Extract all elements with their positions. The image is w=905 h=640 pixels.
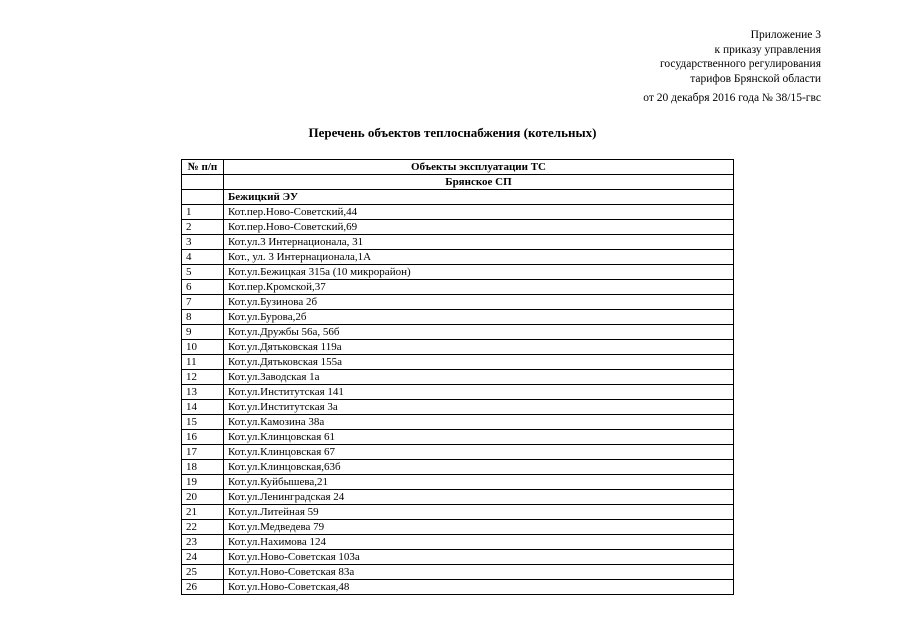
row-number: 20 bbox=[182, 490, 224, 505]
table-row bbox=[182, 475, 734, 490]
row-object-name: Кот., ул. 3 Интернационала,1А bbox=[224, 250, 734, 265]
section-row bbox=[182, 175, 734, 190]
row-object-name: Кот.ул.3 Интернационала, 31 bbox=[224, 235, 734, 250]
table-row bbox=[182, 535, 734, 550]
row-number: 11 bbox=[182, 355, 224, 370]
row-number: 21 bbox=[182, 505, 224, 520]
row-number: 4 bbox=[182, 250, 224, 265]
row-object-name: Кот.ул.Бузинова 2б bbox=[224, 295, 734, 310]
section-label: Брянское СП bbox=[224, 175, 734, 190]
table-row bbox=[182, 415, 734, 430]
row-object-name: Кот.ул.Медведева 79 bbox=[224, 520, 734, 535]
row-number: 7 bbox=[182, 295, 224, 310]
row-number: 19 bbox=[182, 475, 224, 490]
row-object-name: Кот.ул.Бежицкая 315а (10 микрорайон) bbox=[224, 265, 734, 280]
row-object-name: Кот.пер.Ново-Советский,69 bbox=[224, 220, 734, 235]
row-number: 8 bbox=[182, 310, 224, 325]
table-row bbox=[182, 445, 734, 460]
row-number: 26 bbox=[182, 580, 224, 595]
row-object-name: Кот.ул.Клинцовская,63б bbox=[224, 460, 734, 475]
row-number: 24 bbox=[182, 550, 224, 565]
table-row bbox=[182, 430, 734, 445]
row-number: 10 bbox=[182, 340, 224, 355]
row-number: 17 bbox=[182, 445, 224, 460]
appendix-authority: государственного регулирования bbox=[659, 58, 821, 71]
row-number: 16 bbox=[182, 430, 224, 445]
table-row bbox=[182, 250, 734, 265]
row-object-name: Кот.ул.Камозина 38а bbox=[224, 415, 734, 430]
row-number: 6 bbox=[182, 280, 224, 295]
table-row bbox=[182, 385, 734, 400]
appendix-order-ref: к приказу управления bbox=[714, 43, 821, 56]
appendix-number: Приложение 3 bbox=[750, 29, 821, 41]
row-number: 1 bbox=[182, 205, 224, 220]
row-object-name: Кот.ул.Ново-Советская 103а bbox=[224, 550, 734, 565]
table-row bbox=[182, 310, 734, 325]
header-objects: Объекты эксплуатации ТС bbox=[224, 160, 734, 175]
appendix-region: тарифов Брянской области bbox=[690, 72, 821, 85]
row-number: 2 bbox=[182, 220, 224, 235]
table-row bbox=[182, 295, 734, 310]
row-object-name: Кот.ул.Ново-Советская 83а bbox=[224, 565, 734, 580]
table-row bbox=[182, 355, 734, 370]
appendix-header bbox=[643, 28, 821, 106]
table-header-row bbox=[182, 160, 734, 175]
row-object-name: Кот.ул.Куйбышева,21 bbox=[224, 475, 734, 490]
row-number: 22 bbox=[182, 520, 224, 535]
table-row bbox=[182, 565, 734, 580]
row-number: 15 bbox=[182, 415, 224, 430]
row-object-name: Кот.ул.Дружбы 56а, 56б bbox=[224, 325, 734, 340]
row-object-name: Кот.ул.Ново-Советская,48 bbox=[224, 580, 734, 595]
table-row bbox=[182, 340, 734, 355]
row-object-name: Кот.ул.Литейная 59 bbox=[224, 505, 734, 520]
table-row bbox=[182, 580, 734, 595]
table-row bbox=[182, 370, 734, 385]
row-number: 14 bbox=[182, 400, 224, 415]
row-number: 25 bbox=[182, 565, 224, 580]
row-object-name: Кот.ул.Ленинградская 24 bbox=[224, 490, 734, 505]
row-number: 9 bbox=[182, 325, 224, 340]
subsection-label: Бежицкий ЭУ bbox=[224, 190, 734, 205]
table-row bbox=[182, 490, 734, 505]
table-row bbox=[182, 550, 734, 565]
table-row bbox=[182, 280, 734, 295]
row-object-name: Кот.ул.Клинцовская 67 bbox=[224, 445, 734, 460]
table-row bbox=[182, 505, 734, 520]
table-row bbox=[182, 325, 734, 340]
row-object-name: Кот.ул.Дятьковская 119а bbox=[224, 340, 734, 355]
row-object-name: Кот.пер.Кромской,37 bbox=[224, 280, 734, 295]
row-number: 5 bbox=[182, 265, 224, 280]
row-number: 3 bbox=[182, 235, 224, 250]
subsection-num-cell bbox=[182, 190, 224, 205]
row-number: 18 bbox=[182, 460, 224, 475]
table-row bbox=[182, 400, 734, 415]
document-title: Перечень объектов теплоснабжения (котельных) bbox=[308, 125, 597, 140]
row-object-name: Кот.ул.Нахимова 124 bbox=[224, 535, 734, 550]
table-row bbox=[182, 265, 734, 280]
row-object-name: Кот.ул.Дятьковская 155а bbox=[224, 355, 734, 370]
table-row bbox=[182, 220, 734, 235]
row-number: 23 bbox=[182, 535, 224, 550]
row-object-name: Кот.ул.Заводская 1а bbox=[224, 370, 734, 385]
objects-table bbox=[181, 159, 734, 595]
table-row bbox=[182, 520, 734, 535]
table-row bbox=[182, 235, 734, 250]
table-row bbox=[182, 205, 734, 220]
header-number: № п/п bbox=[182, 160, 224, 175]
row-number: 12 bbox=[182, 370, 224, 385]
row-object-name: Кот.ул.Институтская 141 bbox=[224, 385, 734, 400]
appendix-date: от 20 декабря 2016 года № 38/15-гвс bbox=[643, 92, 821, 105]
row-object-name: Кот.ул.Клинцовская 61 bbox=[224, 430, 734, 445]
row-number: 13 bbox=[182, 385, 224, 400]
row-object-name: Кот.ул.Институтская 3а bbox=[224, 400, 734, 415]
row-object-name: Кот.ул.Бурова,2б bbox=[224, 310, 734, 325]
table-row bbox=[182, 460, 734, 475]
row-object-name: Кот.пер.Ново-Советский,44 bbox=[224, 205, 734, 220]
subsection-row bbox=[182, 190, 734, 205]
section-num-cell bbox=[182, 175, 224, 190]
